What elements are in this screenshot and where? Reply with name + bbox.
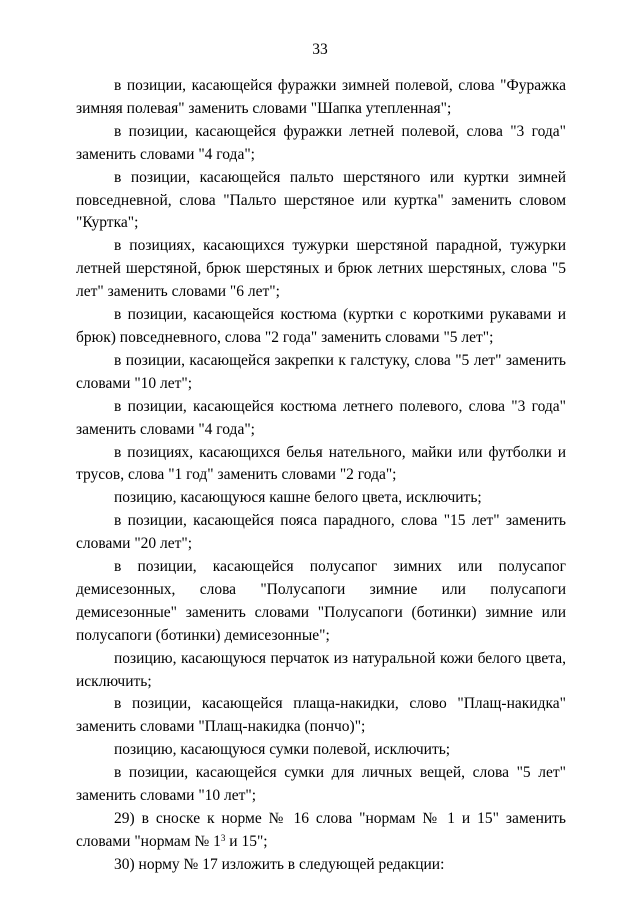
paragraph: в позиции, касающейся пальто шерстяного или куртки зимней повседневной, слова "Пальто шерстяное или куртка" заменить словом "Куртка"; [76,168,566,232]
paragraph-29 [76,808,566,854]
paragraph: в позиции, касающейся фуражки летней полевой, слова "3 года" заменить словами "4 года"; [76,122,566,163]
paragraph-29-text-end: и 15"; [225,832,268,850]
paragraph: позицию, касающуюся сумки полевой, исключить; [114,741,451,759]
paragraph: в позиции, касающейся полусапог зимних или полусапог демисезонных, слова "Полусапоги зимние или полусапоги демисезонные" заменить словами "Полусапоги (ботинки) зимние или полусапоги (ботинки) демисезонные"; [76,558,566,644]
paragraph: в позициях, касающихся белья нательного, майки или футболки и трусов, слова "1 год" заменить словами "2 года"; [76,443,566,484]
paragraph-29-text: 29) в сноске к норме № 16 слова "нормам № 1 и 15" заменить словами "нормам № 1 [76,810,566,850]
paragraph: в позиции, касающейся плаща-накидки, слово "Плащ-накидка" заменить словами "Плащ-накидка (пончо)"; [76,695,566,736]
page-number: 33 [312,41,328,58]
footnote-superscript: 3 [220,832,226,843]
paragraph: в позиции, касающейся пояса парадного, слова "15 лет" заменить словами "20 лет"; [76,512,566,553]
paragraph: в позициях, касающихся тужурки шерстяной парадной, тужурки летней шерстяной, брюк шерстяных и брюк летних шерстяных, слова "5 лет" заменить словами "6 лет"; [76,237,566,301]
paragraph: в позиции, касающейся сумки для личных вещей, слова "5 лет" заменить словами "10 лет"; [76,764,566,805]
paragraph: позицию, касающуюся кашне белого цвета, исключить; [114,489,482,507]
paragraph: в позиции, касающейся костюма летнего полевого, слова "3 года" заменить словами "4 года"; [76,397,566,438]
paragraph-30: 30) норму № 17 изложить в следующей редакции: [114,855,445,873]
paragraph: в позиции, касающейся фуражки зимней полевой, слова "Фуражка зимняя полевая" заменить словами "Шапка утепленная"; [76,77,566,117]
paragraph: в позиции, касающейся закрепки к галстуку, слова "5 лет" заменить словами "10 лет"; [76,351,566,392]
paragraph: позицию, касающуюся перчаток из натуральной кожи белого цвета, исключить; [76,649,566,690]
paragraph: в позиции, касающейся костюма (куртки с короткими рукавами и брюк) повседневного, слова "2 года" заменить словами "5 лет"; [76,306,566,346]
document-body [76,75,566,877]
